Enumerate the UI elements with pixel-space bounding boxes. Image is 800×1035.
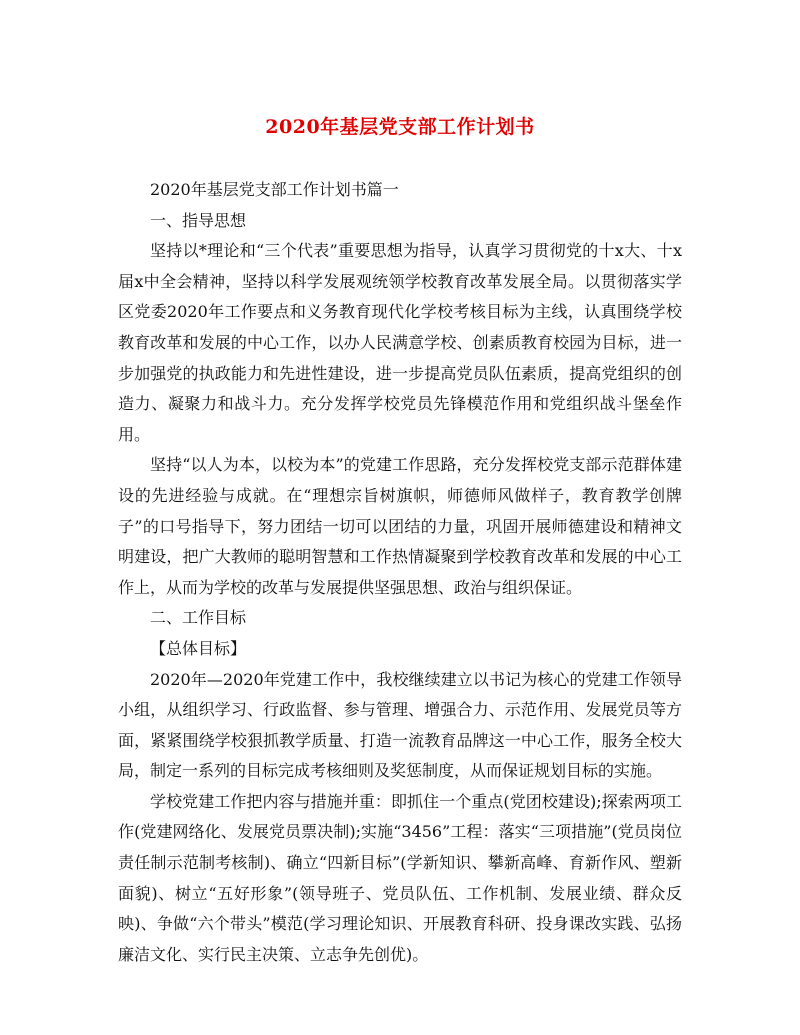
paragraph-overall-goal: 2020年—2020年党建工作中，我校继续建立以书记为核心的党建工作领导小组，从组织学习、行政监督、参与管理、增强合力、示范作用、发展党员等方面，紧紧围绕学校狠抓教学质量、打造一流教育品牌这一中心工作，服务全校大局，制定一系列的目标完成考核细则及奖惩制度，从而保证规划目标的实施。 xyxy=(118,669,682,781)
paragraph-guiding-ideology-1: 坚持以*理论和“三个代表”重要思想为指导，认真学习贯彻党的十x大、十x届x中全会精神，坚持以科学发展观统领学校教育改革发展全局。以贯彻落实学区党委2020年工作要点和义务教育现代化学校考核目标为主线，认真围绕学校教育改革和发展的中心工作，以办人民满意学校、创素质教育校园为目标，进一步加强党的执政能力和先进性建设，进一步提高党员队伍素质，提高党组织的创造力、凝聚力和战斗力。充分发挥学校党员先锋模范作用和党组织战斗堡垒作用。 xyxy=(118,241,682,444)
paragraph-guiding-ideology-2: 坚持“以人为本，以校为本”的党建工作思路，充分发挥校党支部示范群体建设的先进经验与成就。在“理想宗旨树旗帜，师德师风做样子，教育教学创牌子”的口号指导下，努力团结一切可以团结的力量，巩固开展师德建设和精神文明建设，把广大教师的聪明智慧和工作热情凝聚到学校教育改革和发展的中心工作上，从而为学校的改革与发展提供坚强思想、政治与组织保证。 xyxy=(118,455,682,597)
document-title: 2020年基层党支部工作计划书 xyxy=(265,116,535,138)
paragraph-content-measures: 学校党建工作把内容与措施并重：即抓住一个重点(党团校建设);探索两项工作(党建网络化、发展党员票决制);实施“3456”工程：落实“三项措施”(党员岗位责任制示范制考核制)、确立“四新目标”(学新知识、攀新高峰、育新作风、塑新面貌)、树立“五好形象”(领导班子、党员队伍、工作机制、发展业绩、群众反映)、争做“六个带头”模范(学习理论知识、开展教育科研、投身课改实践、弘扬廉洁文化、实行民主决策、立志争先创优)。 xyxy=(118,791,682,964)
overall-goal-label: 【总体目标】 xyxy=(150,638,247,658)
subtitle: 2020年基层党支部工作计划书篇一 xyxy=(150,180,399,199)
section-heading-guiding-ideology: 一、指导思想 xyxy=(150,210,247,230)
section-heading-work-goals: 二、工作目标 xyxy=(150,608,247,628)
